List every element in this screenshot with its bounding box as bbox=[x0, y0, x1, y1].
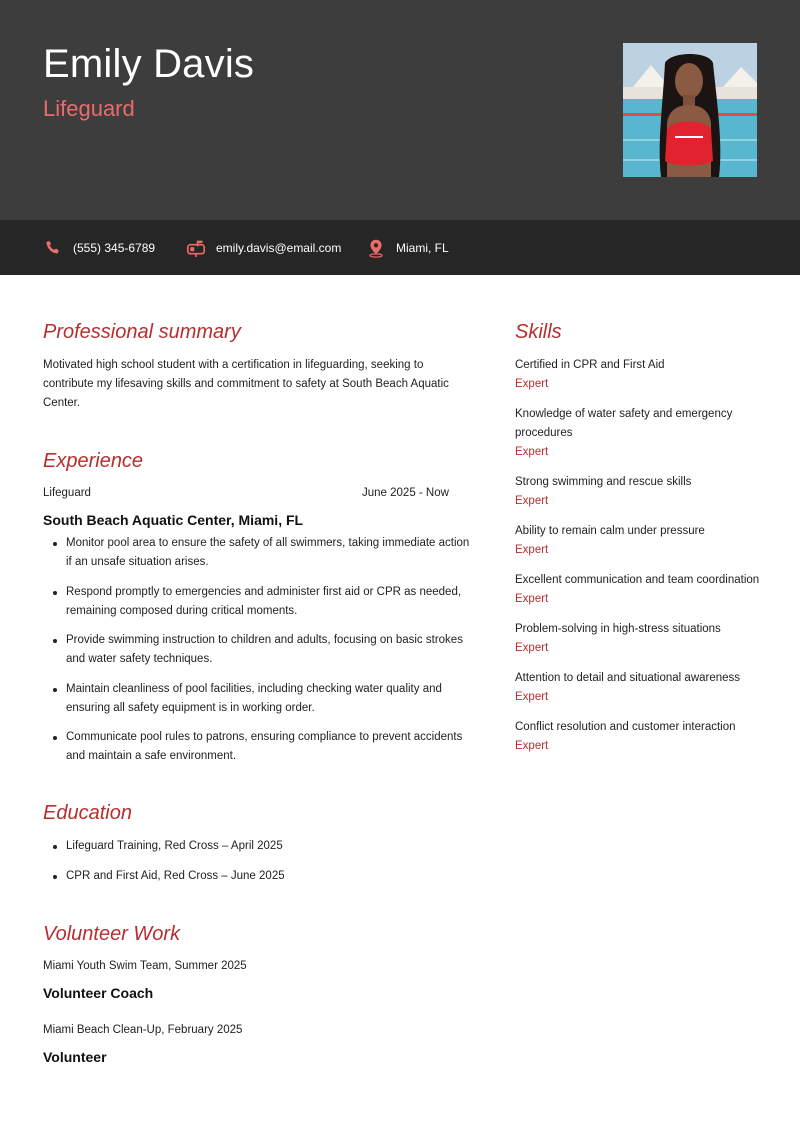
skill-level: Expert bbox=[515, 378, 549, 390]
portrait-photo bbox=[623, 43, 757, 177]
skill-item bbox=[515, 718, 775, 756]
volunteer-org: Miami Beach Clean-Up, February 2025 bbox=[43, 1024, 243, 1036]
volunteer-org: Miami Youth Swim Team, Summer 2025 bbox=[43, 960, 247, 972]
volunteer-heading: Volunteer Work bbox=[43, 923, 181, 945]
skill-name: Excellent communication and team coordination bbox=[515, 574, 760, 586]
skill-name: Problem-solving in high-stress situations bbox=[515, 623, 721, 635]
contact-bar bbox=[0, 220, 800, 275]
contact-location[interactable] bbox=[366, 220, 449, 275]
skill-name: Certified in CPR and First Aid bbox=[515, 359, 665, 371]
list-item: Provide swimming instruction to children and adults, focusing on basic strokes and water safety techniques. bbox=[43, 631, 473, 669]
skill-level: Expert bbox=[515, 446, 549, 458]
skill-item bbox=[515, 669, 775, 707]
skill-item bbox=[515, 473, 775, 511]
list-item: Lifeguard Training, Red Cross – April 2025 bbox=[43, 837, 473, 856]
volunteer-role: Volunteer bbox=[43, 1049, 107, 1065]
phone-number: (555) 345-6789 bbox=[73, 240, 156, 255]
contact-phone[interactable] bbox=[43, 220, 155, 275]
education-list bbox=[43, 837, 473, 896]
skill-level: Expert bbox=[515, 740, 549, 752]
experience-heading: Experience bbox=[43, 450, 144, 472]
skill-level: Expert bbox=[515, 544, 549, 556]
phone-icon bbox=[43, 238, 63, 258]
skill-name: Strong swimming and rescue skills bbox=[515, 476, 692, 488]
list-item: Monitor pool area to ensure the safety of all swimmers, taking immediate action if an unsafe situation arises. bbox=[43, 534, 473, 572]
skill-item bbox=[515, 522, 775, 560]
skill-level: Expert bbox=[515, 691, 549, 703]
list-item: Maintain cleanliness of pool facilities, including checking water quality and ensuring all safety equipment is in working order. bbox=[43, 680, 473, 718]
summary-text: Motivated high school student with a certification in lifeguarding, seeking to contribute my lifesaving skills and commitment to safety at South Beach Aquatic Center. bbox=[43, 359, 449, 409]
email-address: emily.davis@email.com bbox=[216, 240, 342, 255]
summary-heading: Professional summary bbox=[43, 321, 241, 343]
location-pin-icon bbox=[366, 238, 386, 258]
contact-email[interactable] bbox=[186, 220, 341, 275]
candidate-role: Lifeguard bbox=[43, 96, 135, 121]
list-item: Communicate pool rules to patrons, ensuring compliance to prevent accidents and maintain a safe environment. bbox=[43, 728, 473, 766]
skill-name: Knowledge of water safety and emergency procedures bbox=[515, 408, 733, 439]
skills-heading: Skills bbox=[515, 321, 562, 343]
mailbox-icon bbox=[186, 238, 206, 258]
skill-level: Expert bbox=[515, 642, 549, 654]
list-item: Respond promptly to emergencies and administer first aid or CPR as needed, remaining composed during critical moments. bbox=[43, 583, 473, 621]
skills-list bbox=[515, 356, 775, 767]
candidate-name: Emily Davis bbox=[43, 42, 255, 86]
skill-level: Expert bbox=[515, 593, 549, 605]
employer-name: South Beach Aquatic Center, Miami, FL bbox=[43, 512, 304, 528]
skill-name: Attention to detail and situational awareness bbox=[515, 672, 741, 684]
skill-item bbox=[515, 356, 775, 394]
skill-item bbox=[515, 405, 775, 462]
education-heading: Education bbox=[43, 802, 132, 824]
list-item: CPR and First Aid, Red Cross – June 2025 bbox=[43, 867, 473, 886]
job-title: Lifeguard bbox=[43, 487, 91, 499]
skill-name: Ability to remain calm under pressure bbox=[515, 525, 705, 537]
job-dates: June 2025 - Now bbox=[362, 487, 449, 499]
experience-bullets bbox=[43, 534, 473, 777]
skill-name: Conflict resolution and customer interaction bbox=[515, 721, 736, 733]
resume-header bbox=[0, 0, 800, 220]
location-text: Miami, FL bbox=[396, 240, 449, 255]
skill-item bbox=[515, 620, 775, 658]
volunteer-role: Volunteer Coach bbox=[43, 985, 154, 1001]
skill-item bbox=[515, 571, 775, 609]
skill-level: Expert bbox=[515, 495, 549, 507]
